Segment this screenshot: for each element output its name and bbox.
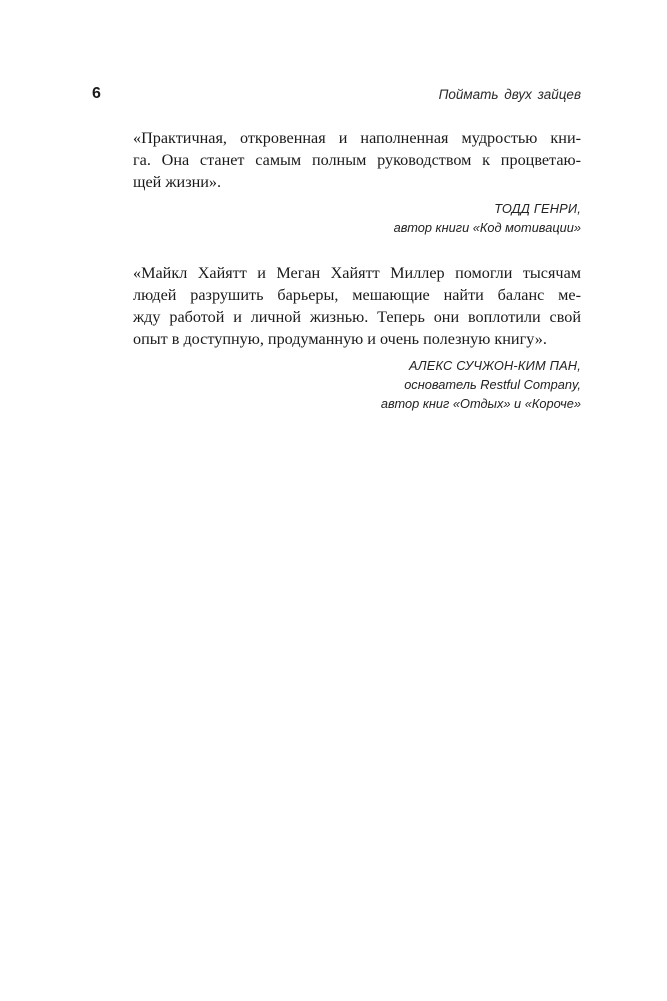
running-title: Поймать двух зайцев (438, 87, 581, 102)
quote-attribution (133, 356, 581, 413)
quote-line: «Практичная, откровенная и наполненная мудростью кни- (133, 129, 581, 147)
quote-text (133, 127, 581, 193)
author-credential: автор книги «Код мотивации» (393, 220, 581, 235)
quote-line: «Майкл Хайятт и Меган Хайятт Миллер помогли тысячам (133, 264, 581, 282)
author-credential: автор книг «Отдых» и «Короче» (380, 396, 581, 411)
author-credential: основатель Restful Company, (404, 377, 581, 392)
author-name: АЛЕКС СУЧЖОН-КИМ ПАН, (409, 358, 581, 373)
quote-line: щей жизни». (133, 173, 222, 191)
quote-line: опыт в доступную, продуманную и очень полезную книгу». (133, 330, 547, 348)
quote-line: людей разрушить барьеры, мешающие найти баланс ме- (133, 286, 581, 304)
author-name: ТОДД ГЕНРИ, (494, 201, 581, 216)
quote-line: га. Она станет самым полным руководством к процветаю- (133, 151, 581, 169)
page-header (0, 84, 667, 106)
quote-text (133, 262, 581, 350)
quote-attribution (133, 199, 581, 237)
quote-block-todd-henry (133, 127, 581, 237)
page-number: 6 (92, 85, 101, 102)
quote-block-alex-pang (133, 262, 581, 413)
quote-line: жду работой и личной жизнью. Теперь они воплотили свой (133, 308, 581, 326)
